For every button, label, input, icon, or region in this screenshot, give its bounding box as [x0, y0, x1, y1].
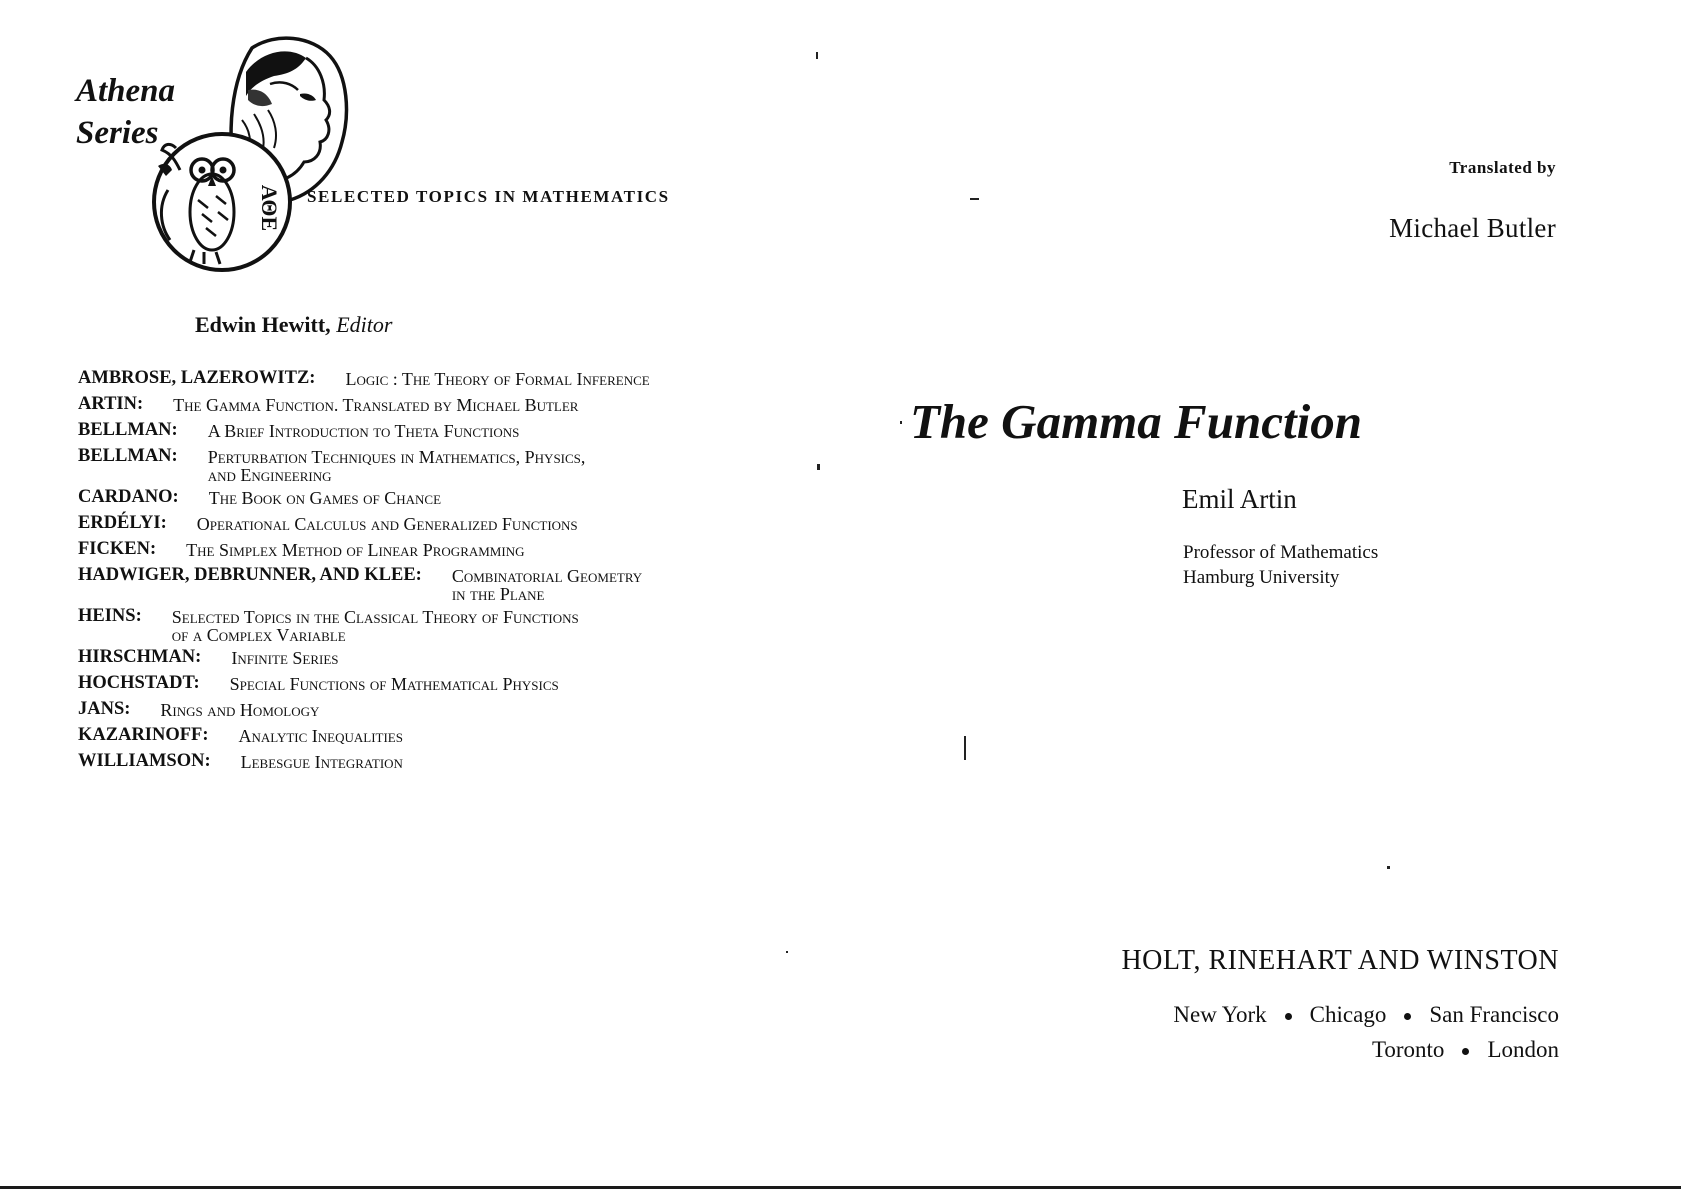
bullet-separator — [1462, 1048, 1469, 1055]
entry-title-line: Analytic Inequalities — [238, 726, 403, 746]
entry-title-line: Special Functions of Mathematical Physics — [229, 674, 559, 694]
entry-title — [172, 605, 579, 644]
entry-title-line: Infinite Series — [231, 648, 339, 668]
city: Chicago — [1309, 1002, 1387, 1027]
scan-speck — [900, 421, 902, 424]
entry-title — [241, 750, 403, 771]
entry-title — [452, 564, 642, 603]
catalog-entry — [78, 419, 748, 441]
publisher-cities — [1173, 997, 1559, 1067]
book-title: The Gamma Function — [910, 394, 1362, 449]
entry-author: HOCHSTADT: — [78, 673, 200, 693]
entry-title — [239, 724, 403, 745]
city: Toronto — [1371, 1037, 1445, 1062]
catalog-entry — [78, 393, 748, 415]
entry-title-line: The Book on Games of Chance — [208, 488, 442, 508]
scan-speck — [817, 464, 820, 470]
entry-title-line: The Gamma Function. Translated by Michael Butler — [173, 395, 579, 415]
catalog-entry — [78, 605, 748, 644]
bullet-separator — [1285, 1013, 1292, 1020]
bullet-separator — [1404, 1013, 1411, 1020]
entry-author: JANS: — [78, 699, 131, 719]
entry-title — [231, 646, 338, 667]
entry-title-line: Selected Topics in the Classical Theory of Functions — [171, 607, 579, 627]
athena-coin-emblem — [150, 30, 360, 275]
entry-author: WILLIAMSON: — [78, 751, 211, 771]
entry-title — [345, 367, 649, 388]
entry-author: BELLMAN: — [78, 446, 178, 466]
city: London — [1487, 1037, 1559, 1062]
scan-speck — [786, 951, 788, 953]
entry-title — [208, 419, 520, 440]
catalog-entry — [78, 646, 748, 668]
entry-author: FICKEN: — [78, 539, 157, 559]
author-name: Emil Artin — [1182, 484, 1297, 514]
city: New York — [1173, 1002, 1267, 1027]
entry-author: HIRSCHMAN: — [78, 647, 202, 667]
series-subtitle: SELECTED TOPICS IN MATHEMATICS — [307, 187, 670, 206]
catalog-entry — [78, 486, 748, 508]
entry-author: HADWIGER, DEBRUNNER, AND KLEE: — [78, 565, 422, 585]
entry-title — [186, 538, 524, 559]
scan-speck — [816, 52, 818, 59]
catalog-entry — [78, 538, 748, 560]
entry-title-line: Perturbation Techniques in Mathematics, Physics, — [207, 447, 586, 467]
series-catalog — [78, 367, 748, 776]
catalog-entry — [78, 367, 748, 389]
entry-author: BELLMAN: — [78, 420, 178, 440]
entry-title-line: The Simplex Method of Linear Programming — [186, 540, 525, 560]
entry-title-line: Logic : The Theory of Formal Inference — [345, 369, 650, 389]
translator-name: Michael Butler — [1389, 213, 1556, 243]
scan-speck — [970, 198, 979, 200]
cities-row — [1173, 997, 1559, 1032]
entry-title — [209, 486, 441, 507]
entry-author: ERDÉLYI: — [78, 513, 167, 533]
translated-by-label: Translated by — [1449, 158, 1556, 177]
entry-title-line: Combinatorial Geometry — [451, 566, 643, 586]
city: San Francisco — [1429, 1002, 1559, 1027]
editor-role: Editor — [336, 312, 393, 337]
scan-speck — [1387, 866, 1390, 869]
entry-author: CARDANO: — [78, 487, 179, 507]
entry-title — [197, 512, 578, 533]
entry-title — [208, 445, 586, 484]
entry-title — [230, 672, 559, 693]
catalog-entry — [78, 750, 748, 772]
entry-title-line: of a Complex Variable — [171, 625, 346, 645]
entry-author: ARTIN: — [78, 394, 144, 414]
entry-title-line: Lebesgue Integration — [240, 752, 403, 772]
catalog-entry — [78, 698, 748, 720]
entry-title-line: Operational Calculus and Generalized Functions — [196, 514, 578, 534]
catalog-entry — [78, 512, 748, 534]
cities-row — [1173, 1032, 1559, 1067]
publisher-name: HOLT, RINEHART AND WINSTON — [1121, 945, 1559, 976]
entry-author: HEINS: — [78, 606, 142, 626]
entry-title — [173, 393, 578, 414]
scan-speck — [964, 736, 966, 760]
author-affiliation — [1183, 540, 1378, 590]
catalog-entry — [78, 445, 748, 484]
catalog-entry — [78, 672, 748, 694]
series-editor — [195, 312, 392, 338]
entry-author: AMBROSE, LAZEROWITZ: — [78, 368, 316, 388]
affiliation-line: Professor of Mathematics — [1183, 542, 1379, 563]
coin-inscription: ΑΘΕ — [257, 184, 282, 232]
entry-title — [160, 698, 319, 719]
catalog-entry — [78, 564, 748, 603]
series-title-line1: Athena — [76, 73, 176, 109]
entry-title-line: Rings and Homology — [160, 700, 320, 720]
entry-title-line: A Brief Introduction to Theta Functions — [207, 421, 520, 441]
entry-title-line: and Engineering — [207, 465, 332, 485]
affiliation-line: Hamburg University — [1183, 567, 1340, 588]
catalog-entry — [78, 724, 748, 746]
editor-name: Edwin Hewitt, — [195, 312, 331, 337]
entry-title-line: in the Plane — [451, 584, 545, 604]
series-title-line2: Series — [76, 115, 159, 151]
entry-author: KAZARINOFF: — [78, 725, 209, 745]
